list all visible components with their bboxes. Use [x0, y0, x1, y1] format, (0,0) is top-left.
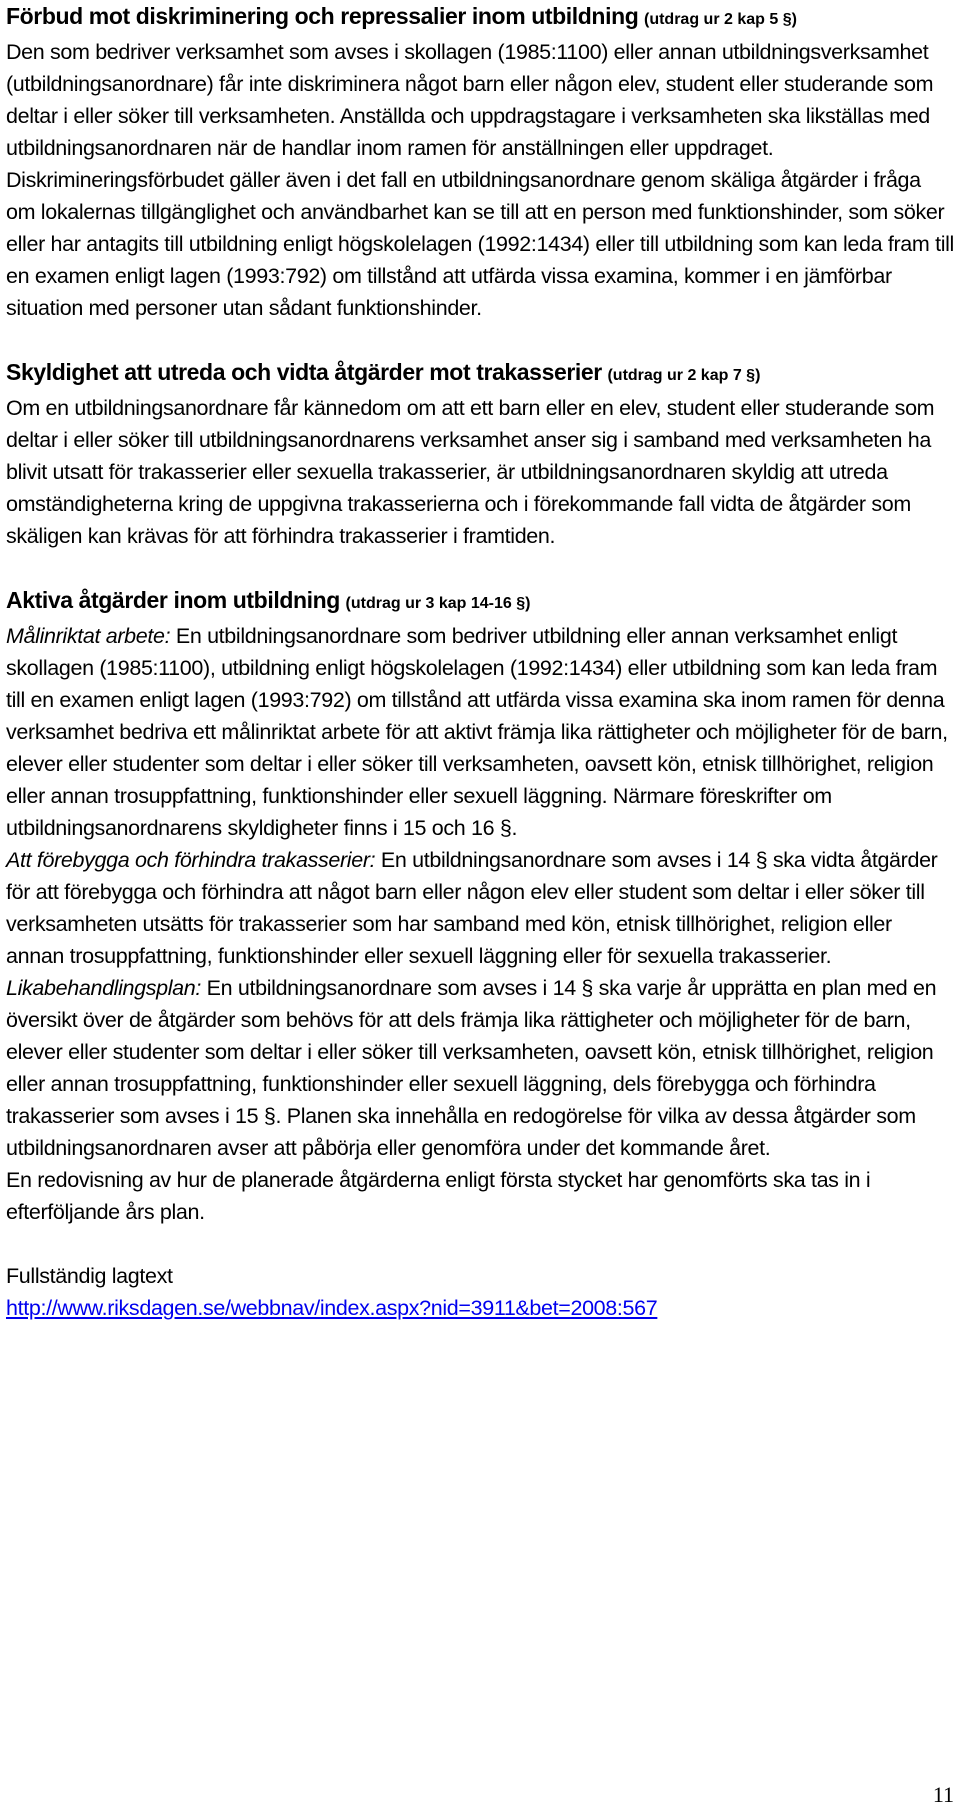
- section-reference: (utdrag ur 2 kap 7 §): [607, 367, 761, 384]
- section-heading: Förbud mot diskriminering och repressalier inom utbildning: [6, 3, 639, 29]
- footer-law-reference: [6, 1260, 954, 1324]
- section-heading: Skyldighet att utreda och vidta åtgärder mot trakasserier: [6, 359, 602, 385]
- page-number: 11: [932, 1782, 954, 1807]
- section-closing-paragraph: En redovisning av hur de planerade åtgärderna enligt första stycket har genomförts ska tas in i efterföljande års plan.: [6, 1168, 871, 1224]
- law-text-link[interactable]: http://www.riksdagen.se/webbnav/index.aspx?nid=3911&bet=2008:567: [6, 1296, 658, 1320]
- footer-label: Fullständig lagtext: [6, 1264, 173, 1288]
- section-diskriminering: [6, 0, 954, 324]
- item-forebygga-trakasserier: [6, 844, 954, 972]
- section-heading: Aktiva åtgärder inom utbildning: [6, 587, 340, 613]
- item-malinriktat-arbete: [6, 620, 954, 844]
- section-heading-line: [6, 356, 954, 392]
- item-text: En utbildningsanordnare som avses i 14 § ska varje år upprätta en plan med en översikt över de åtgärder som behövs för att dels främja lika rättigheter och möjligheter för de barn, elever eller studenter som deltar i eller söker till verksamheten, oavsett kön, etnisk tillhörighet, religion eller annan trosuppfattning, funktionshinder eller sexuell läggning, dels förebygga och förhindra trakasserier som avses i 15 §. Planen ska innehålla en redogörelse för vilka av dessa åtgärder som utbildningsanordnaren avser att påbörja eller genomföra under det kommande året.: [6, 976, 937, 1160]
- section-heading-line: [6, 584, 954, 620]
- section-trakasserier: [6, 356, 954, 552]
- item-label: Att förebygga och förhindra trakasserier:: [6, 848, 376, 872]
- section-reference: (utdrag ur 3 kap 14-16 §): [345, 595, 531, 612]
- document-page: [6, 0, 954, 1324]
- section-reference: (utdrag ur 2 kap 5 §): [644, 11, 797, 28]
- section-paragraph: Om en utbildningsanordnare får kännedom om att ett barn eller en elev, student eller studerande som deltar i eller söker till utbildningsanordnarens verksamhet anser sig i samband med verksamheten ha blivit utsatt för trakasserier eller sexuella trakasserier, är utbildningsanordnaren skyldig att utreda omständigheterna kring de uppgivna trakasserierna och i förekommande fall vidta de åtgärder som skäligen kan krävas för att förhindra trakasserier i framtiden.: [6, 396, 935, 548]
- item-label: Målinriktat arbete:: [6, 624, 171, 648]
- item-text: En utbildningsanordnare som avses i 14 § ska vidta åtgärder för att förebygga och förhindra att något barn eller någon elev eller student som deltar i eller söker till verksamheten utsätts för trakasserier som har samband med kön, etnisk tillhörighet, religion eller annan trosuppfattning, funktionshinder eller sexuell läggning eller för sexuella trakasserier.: [6, 848, 938, 968]
- item-likabehandlingsplan: [6, 972, 954, 1164]
- item-text: En utbildningsanordnare som bedriver utbildning eller annan verksamhet enligt skollagen (1985:1100), utbildning enligt högskolelagen (1992:1434) eller utbildning som kan leda fram till en examen enligt lagen (1993:792) om tillstånd att utfärda vissa examina ska inom ramen för denna verksamhet bedriva ett målinriktat arbete för att aktivt främja lika rättigheter och möjligheter för de barn, elever eller studenter som deltar i eller söker till verksamheten, oavsett kön, etnisk tillhörighet, religion eller annan trosuppfattning, funktionshinder eller sexuell läggning. Närmare föreskrifter om utbildningsanordnarens skyldigheter finns i 15 och 16 §.: [6, 624, 948, 840]
- item-label: Likabehandlingsplan:: [6, 976, 202, 1000]
- section-aktiva-atgarder: [6, 584, 954, 1228]
- section-heading-line: [6, 0, 954, 36]
- section-paragraph: Den som bedriver verksamhet som avses i skollagen (1985:1100) eller annan utbildningsverksamhet (utbildningsanordnare) får inte diskriminera något barn eller någon elev, student eller studerande som deltar i eller söker till verksamheten. Anställda och uppdragstagare i verksamheten ska likställas med utbildningsanordnaren när de handlar inom ramen för anställningen eller uppdraget. Diskrimineringsförbudet gäller även i det fall en utbildningsanordnare genom skäliga åtgärder i fråga om lokalernas tillgänglighet och användbarhet kan se till att en person med funktionshinder, som söker eller har antagits till utbildning enligt högskolelagen (1992:1434) eller till utbildning som kan leda fram till en examen enligt lagen (1993:792) om tillstånd att utfärda vissa examina, kommer i en jämförbar situation med personer utan sådant funktionshinder.: [6, 40, 954, 320]
